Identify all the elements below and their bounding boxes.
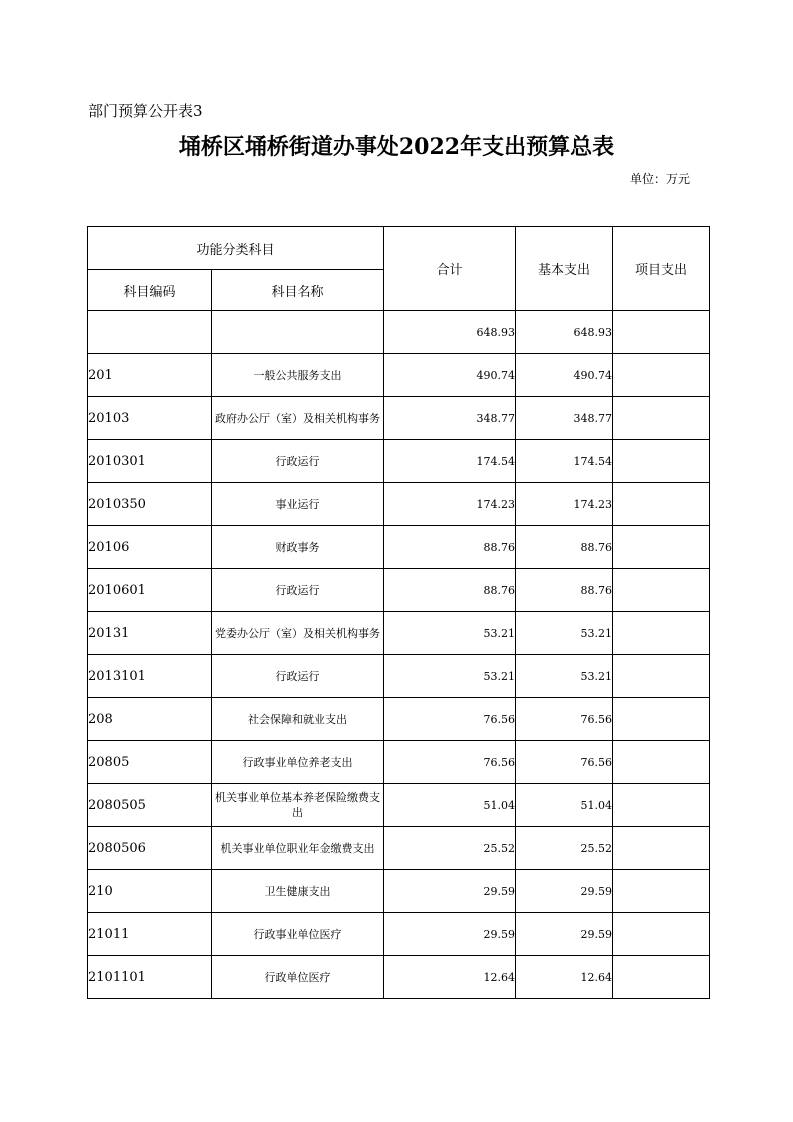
cell-subject-name: 行政运行 xyxy=(212,440,384,483)
cell-project-expenditure xyxy=(613,956,710,999)
table-row xyxy=(88,784,710,827)
table-row xyxy=(88,526,710,569)
cell-subject-name: 行政事业单位医疗 xyxy=(212,913,384,956)
cell-subject-name xyxy=(212,311,384,354)
cell-subject-code: 208 xyxy=(88,698,212,741)
table-row xyxy=(88,956,710,999)
cell-project-expenditure xyxy=(613,612,710,655)
cell-project-expenditure xyxy=(613,483,710,526)
cell-subject-code xyxy=(88,311,212,354)
cell-subject-code: 20106 xyxy=(88,526,212,569)
cell-basic-expenditure: 25.52 xyxy=(516,827,613,870)
table-row xyxy=(88,440,710,483)
cell-total: 88.76 xyxy=(384,569,516,612)
cell-total: 53.21 xyxy=(384,612,516,655)
cell-basic-expenditure: 174.23 xyxy=(516,483,613,526)
cell-subject-name: 党委办公厅（室）及相关机构事务 xyxy=(212,612,384,655)
cell-basic-expenditure: 348.77 xyxy=(516,397,613,440)
table-row xyxy=(88,741,710,784)
cell-project-expenditure xyxy=(613,913,710,956)
cell-subject-name: 机关事业单位职业年金缴费支出 xyxy=(212,827,384,870)
cell-project-expenditure xyxy=(613,698,710,741)
cell-subject-code: 2101101 xyxy=(88,956,212,999)
cell-subject-name: 政府办公厅（室）及相关机构事务 xyxy=(212,397,384,440)
cell-basic-expenditure: 29.59 xyxy=(516,870,613,913)
table-row xyxy=(88,870,710,913)
cell-subject-code: 2080505 xyxy=(88,784,212,827)
cell-subject-code: 210 xyxy=(88,870,212,913)
cell-total: 174.54 xyxy=(384,440,516,483)
cell-total: 25.52 xyxy=(384,827,516,870)
cell-total: 29.59 xyxy=(384,913,516,956)
table-row xyxy=(88,483,710,526)
cell-total: 174.23 xyxy=(384,483,516,526)
table-row xyxy=(88,311,710,354)
header-subject-code: 科目编码 xyxy=(88,270,212,311)
cell-subject-code: 2080506 xyxy=(88,827,212,870)
cell-subject-name: 社会保障和就业支出 xyxy=(212,698,384,741)
cell-total: 88.76 xyxy=(384,526,516,569)
cell-basic-expenditure: 648.93 xyxy=(516,311,613,354)
header-basic-expenditure: 基本支出 xyxy=(516,227,613,311)
table-row xyxy=(88,354,710,397)
cell-project-expenditure xyxy=(613,741,710,784)
cell-total: 53.21 xyxy=(384,655,516,698)
cell-basic-expenditure: 76.56 xyxy=(516,741,613,784)
cell-total: 76.56 xyxy=(384,698,516,741)
header-total: 合计 xyxy=(384,227,516,311)
cell-project-expenditure xyxy=(613,569,710,612)
cell-basic-expenditure: 490.74 xyxy=(516,354,613,397)
cell-subject-code: 20805 xyxy=(88,741,212,784)
cell-subject-name: 行政运行 xyxy=(212,655,384,698)
table-row xyxy=(88,397,710,440)
cell-project-expenditure xyxy=(613,784,710,827)
cell-subject-code: 2013101 xyxy=(88,655,212,698)
table-label: 部门预算公开表3 xyxy=(88,102,203,120)
header-project-expenditure: 项目支出 xyxy=(613,227,710,311)
cell-project-expenditure xyxy=(613,354,710,397)
cell-project-expenditure xyxy=(613,870,710,913)
header-subject-name: 科目名称 xyxy=(212,270,384,311)
table-row xyxy=(88,698,710,741)
cell-total: 12.64 xyxy=(384,956,516,999)
cell-total: 648.93 xyxy=(384,311,516,354)
cell-subject-name: 行政运行 xyxy=(212,569,384,612)
cell-total: 51.04 xyxy=(384,784,516,827)
cell-basic-expenditure: 76.56 xyxy=(516,698,613,741)
table-row xyxy=(88,913,710,956)
header-group-functional-classification: 功能分类科目 xyxy=(88,227,384,270)
table-row xyxy=(88,827,710,870)
cell-subject-code: 20131 xyxy=(88,612,212,655)
table-row xyxy=(88,612,710,655)
cell-basic-expenditure: 174.54 xyxy=(516,440,613,483)
cell-basic-expenditure: 29.59 xyxy=(516,913,613,956)
budget-table xyxy=(87,226,710,999)
cell-project-expenditure xyxy=(613,440,710,483)
cell-subject-code: 20103 xyxy=(88,397,212,440)
page-title: 埇桥区埇桥街道办事处2022年支出预算总表 xyxy=(178,134,615,160)
cell-subject-code: 2010301 xyxy=(88,440,212,483)
cell-basic-expenditure: 12.64 xyxy=(516,956,613,999)
cell-subject-code: 2010350 xyxy=(88,483,212,526)
cell-project-expenditure xyxy=(613,827,710,870)
cell-basic-expenditure: 53.21 xyxy=(516,612,613,655)
cell-total: 348.77 xyxy=(384,397,516,440)
cell-subject-name: 卫生健康支出 xyxy=(212,870,384,913)
cell-subject-code: 201 xyxy=(88,354,212,397)
unit-label: 单位：万元 xyxy=(629,172,690,186)
cell-total: 490.74 xyxy=(384,354,516,397)
cell-subject-name: 机关事业单位基本养老保险缴费支出 xyxy=(212,784,384,827)
cell-project-expenditure xyxy=(613,311,710,354)
cell-subject-name: 一般公共服务支出 xyxy=(212,354,384,397)
cell-subject-name: 事业运行 xyxy=(212,483,384,526)
cell-basic-expenditure: 88.76 xyxy=(516,526,613,569)
cell-subject-name: 行政单位医疗 xyxy=(212,956,384,999)
cell-total: 76.56 xyxy=(384,741,516,784)
cell-basic-expenditure: 51.04 xyxy=(516,784,613,827)
cell-subject-code: 21011 xyxy=(88,913,212,956)
cell-project-expenditure xyxy=(613,526,710,569)
table-row xyxy=(88,655,710,698)
cell-subject-name: 行政事业单位养老支出 xyxy=(212,741,384,784)
cell-total: 29.59 xyxy=(384,870,516,913)
cell-subject-code: 2010601 xyxy=(88,569,212,612)
table-row xyxy=(88,569,710,612)
cell-project-expenditure xyxy=(613,655,710,698)
cell-basic-expenditure: 53.21 xyxy=(516,655,613,698)
cell-subject-name: 财政事务 xyxy=(212,526,384,569)
cell-basic-expenditure: 88.76 xyxy=(516,569,613,612)
cell-project-expenditure xyxy=(613,397,710,440)
